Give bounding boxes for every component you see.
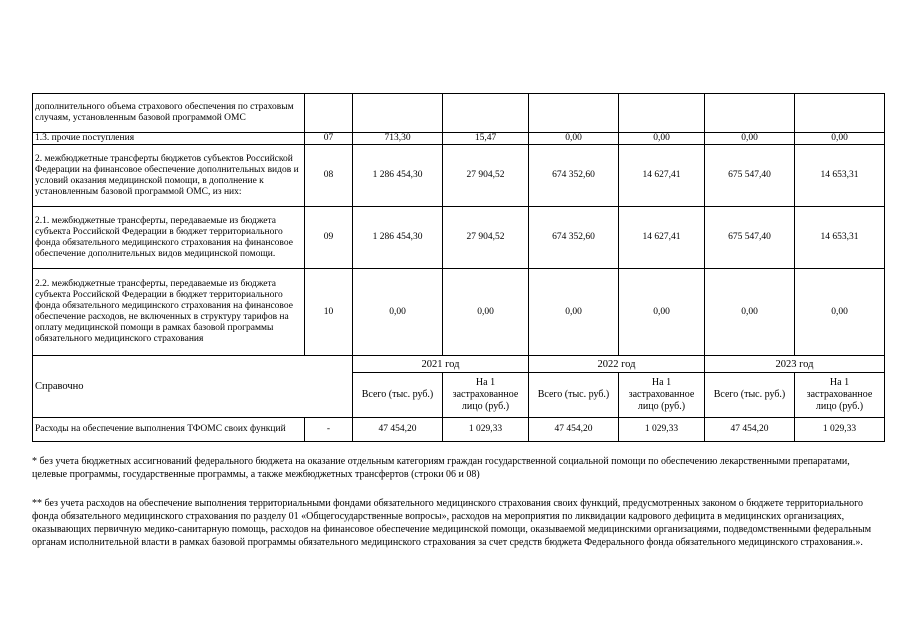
value-cell: 713,30 (353, 133, 443, 145)
value-cell: 27 904,52 (443, 145, 529, 207)
value-cell (529, 94, 619, 133)
value-cell: 14 627,41 (619, 145, 705, 207)
table-row (33, 269, 885, 356)
value-cell (705, 94, 795, 133)
value-cell: 14 627,41 (619, 207, 705, 269)
table-row (33, 133, 885, 145)
row-code: 09 (305, 207, 353, 269)
value-cell (353, 94, 443, 133)
total-header: Всего (тыс. руб.) (529, 373, 619, 418)
value-cell (619, 94, 705, 133)
value-cell: 0,00 (795, 269, 885, 356)
budget-table (32, 93, 885, 442)
value-cell: 0,00 (619, 269, 705, 356)
value-cell: 47 454,20 (705, 418, 795, 442)
footnote-2 (32, 497, 884, 549)
value-cell: 1 286 454,30 (353, 207, 443, 269)
value-cell: 1 029,33 (619, 418, 705, 442)
value-cell: 47 454,20 (353, 418, 443, 442)
row-code: 07 (305, 133, 353, 145)
footnote-text: ** без учета расходов на обеспечение выполнения территориальными фондами обязательного медицинского страхования своих функций, предусмотренных законом о бюджете территориального фонда обязательного медицинского страхования по разделу 01 «Общегосударственные вопросы», расходов на мероприятия по ликвидации кадрового дефицита в медицинских организациях, оказывающих первичную медико-санитарную помощь, расходов на финансовое обеспечение медицинской помощи, оказываемой медицинскими организациями, подведомственными федеральным органам исполнительной власти в рамках базовой программы обязательного медицинского страхования за счет средств бюджета Федерального фонда обязательного медицинского страхования.». (32, 498, 872, 548)
per-insured-header: На 1 застрахованное лицо (руб.) (795, 373, 885, 418)
footnote-1 (32, 455, 884, 481)
per-insured-header: На 1 застрахованное лицо (руб.) (619, 373, 705, 418)
value-cell (795, 94, 885, 133)
year-header: 2021 год (353, 356, 529, 373)
value-cell: 0,00 (529, 269, 619, 356)
value-cell: 1 029,33 (795, 418, 885, 442)
total-header: Всего (тыс. руб.) (353, 373, 443, 418)
value-cell: 27 904,52 (443, 207, 529, 269)
value-cell: 674 352,60 (529, 145, 619, 207)
value-cell: 674 352,60 (529, 207, 619, 269)
value-cell: 0,00 (443, 269, 529, 356)
value-cell: 47 454,20 (529, 418, 619, 442)
value-cell: 0,00 (705, 133, 795, 145)
reference-year-row (33, 356, 885, 373)
row-name: 2.2. межбюджетные трансферты, передаваемые из бюджета субъекта Российской Федерации в бюджет территориального фонда обязательного медицинского страхования на финансовое обеспечение расходов, не включенных в структуру тарифов на оплату медицинской помощи в рамках базовой программы обязательного медицинского страхования (33, 269, 305, 356)
table-row (33, 418, 885, 442)
year-header: 2023 год (705, 356, 885, 373)
value-cell: 15,47 (443, 133, 529, 145)
value-cell: 1 286 454,30 (353, 145, 443, 207)
row-name: 1.3. прочие поступления (33, 133, 305, 145)
row-code: - (305, 418, 353, 442)
row-name: 2.1. межбюджетные трансферты, передаваемые из бюджета субъекта Российской Федерации в бюджет территориального фонда обязательного медицинского страхования на финансовое обеспечение дополнительных видов медицинской помощи. (33, 207, 305, 269)
row-code: 08 (305, 145, 353, 207)
value-cell: 675 547,40 (705, 207, 795, 269)
value-cell (443, 94, 529, 133)
footnote-text: * без учета бюджетных ассигнований федерального бюджета на оказание отдельным категориям граждан государственной социальной помощи по обеспечению лекарственными препаратами, целевые программы, государственные программы, а также межбюджетных трансфертов (строки 06 и 08) (32, 456, 850, 480)
value-cell: 0,00 (529, 133, 619, 145)
per-insured-header: На 1 застрахованное лицо (руб.) (443, 373, 529, 418)
value-cell: 1 029,33 (443, 418, 529, 442)
row-code (305, 94, 353, 133)
value-cell: 14 653,31 (795, 145, 885, 207)
row-name: дополнительного объема страхового обеспечения по страховым случаям, установленным базовой программой ОМС (33, 94, 305, 133)
table-row (33, 94, 885, 133)
value-cell: 0,00 (795, 133, 885, 145)
table-row (33, 145, 885, 207)
reference-label: Справочно (33, 356, 353, 418)
value-cell: 0,00 (353, 269, 443, 356)
value-cell: 675 547,40 (705, 145, 795, 207)
year-header: 2022 год (529, 356, 705, 373)
row-name: 2. межбюджетные трансферты бюджетов субъектов Российской Федерации на финансовое обеспечение дополнительных видов и условий оказания медицинской помощи, в дополнение к установленным базовой программой ОМС, из них: (33, 145, 305, 207)
value-cell: 14 653,31 (795, 207, 885, 269)
row-code: 10 (305, 269, 353, 356)
value-cell: 0,00 (705, 269, 795, 356)
value-cell: 0,00 (619, 133, 705, 145)
row-name: Расходы на обеспечение выполнения ТФОМС своих функций (33, 418, 305, 442)
table-row (33, 207, 885, 269)
total-header: Всего (тыс. руб.) (705, 373, 795, 418)
